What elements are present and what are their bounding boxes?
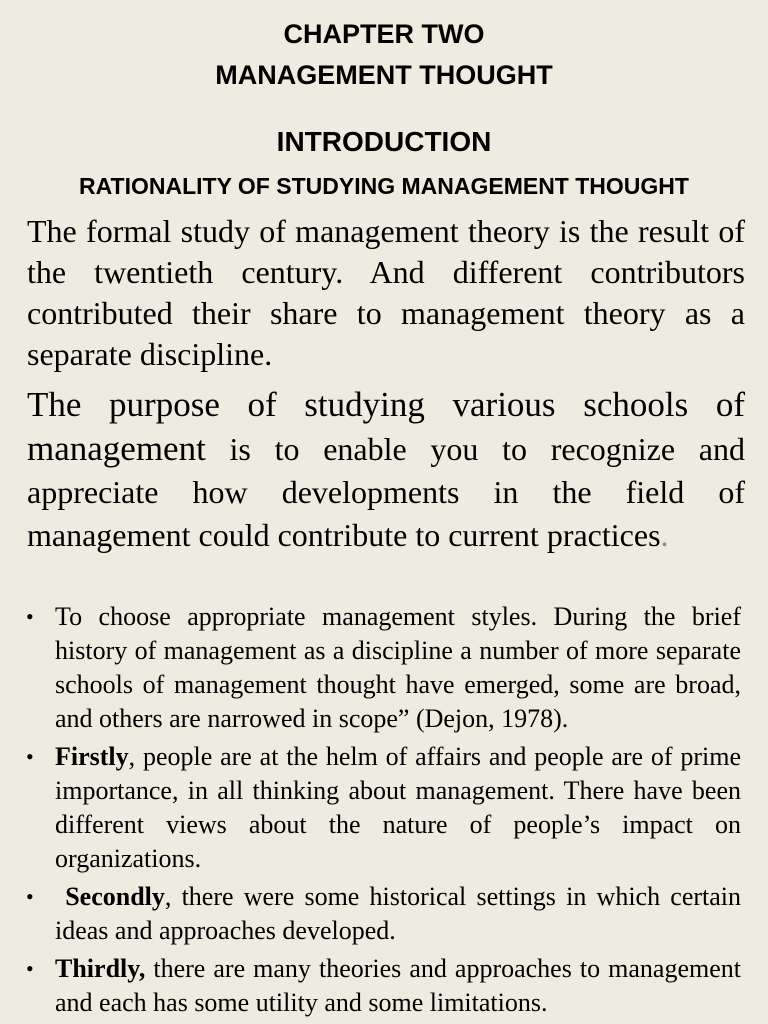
list-item [0,600,768,736]
chapter-heading: CHAPTER TWO [283,19,485,49]
list-item-bold: Secondly [55,882,165,911]
list-item-text: To choose appropriate management styles. During the brief history of management as a discipline a number of more separate schools of management thought have emerged, some are broad, and others are narrowed in scope” (Dejon, 1978). [55,602,741,733]
introduction-heading: INTRODUCTION [276,126,492,157]
bullet-icon: • [26,744,34,769]
chapter-title: MANAGEMENT THOUGHT [215,60,553,90]
list-item [0,952,768,1020]
list-item-text: there are many theories and approaches to management and each has some utility and some limitations. [55,954,741,1017]
rationality-heading: RATIONALITY OF STUDYING MANAGEMENT THOUGHT [79,173,689,199]
list-item-text: , people are at the helm of affairs and people are of prime importance, in all thinking about management. There have been different views about the nature of people’s impact on organizations. [55,742,741,873]
bullet-icon: • [26,884,34,909]
paragraph-formal-study: The formal study of management theory is the result of the twentieth century. And different contributors contributed their share to management theory as a separate discipline. [27,213,745,372]
list-item-bold: Firstly [55,742,129,771]
paragraph-purpose-end: . [660,517,669,553]
list-item [0,880,768,948]
bullet-list [0,600,768,1024]
list-item [0,740,768,876]
bullet-icon: • [26,604,34,629]
list-item-bold: Thirdly, [55,954,146,983]
paragraph-purpose [27,383,745,557]
paragraph-purpose-rest: is to enable you to recognize and appreciate how developments in the field of management could contribute to current practices [27,431,745,553]
list-item-text: , there were some historical settings in which certain ideas and approaches developed. [55,882,742,945]
paragraph-purpose-lead: The purpose of studying various schools of management [27,385,745,468]
bullet-icon: • [26,956,34,981]
